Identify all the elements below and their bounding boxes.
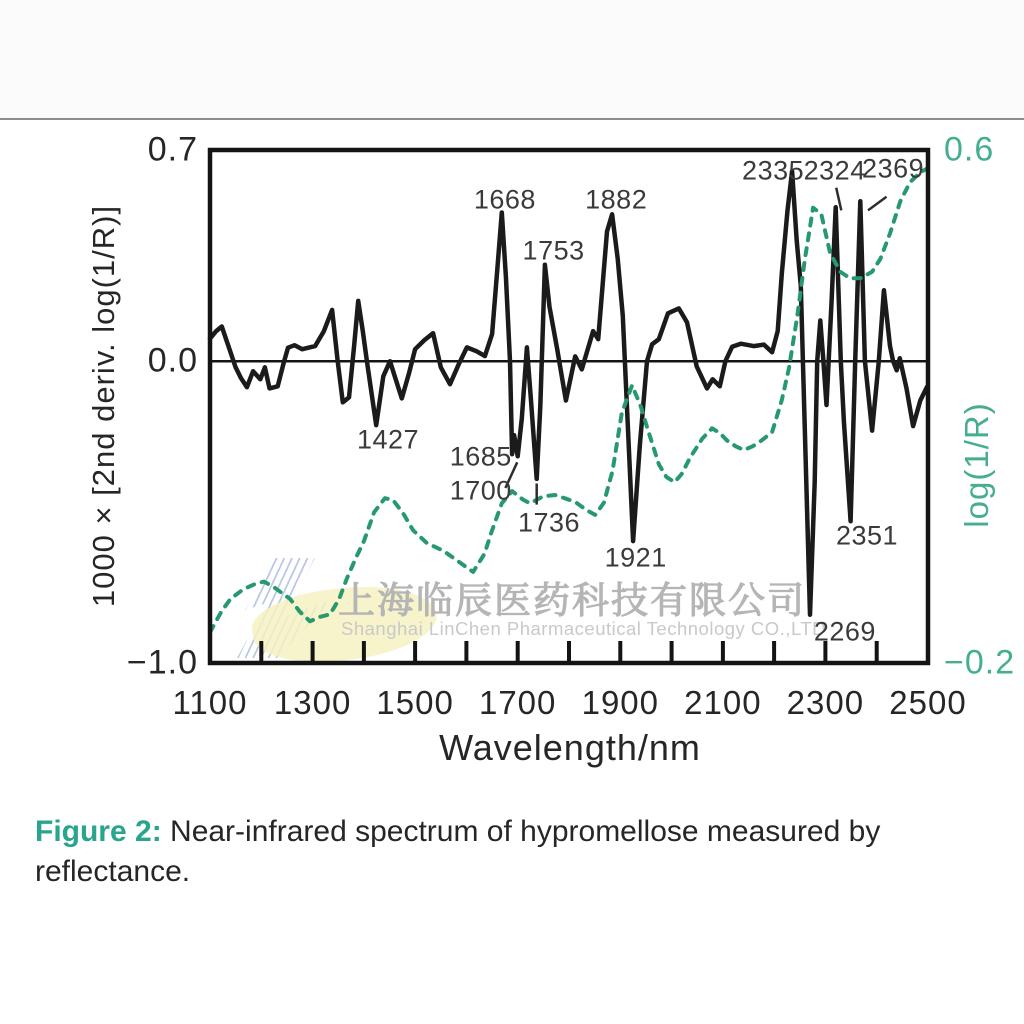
x-axis-ticks	[261, 641, 876, 661]
leader-line-2369	[868, 197, 887, 211]
x-tick-label-2300: 2300	[786, 684, 865, 721]
annotation-label-1685: 1685	[449, 441, 512, 472]
plot-frame	[210, 150, 928, 663]
y-right-tick-label-0.6: 0.6	[944, 130, 995, 169]
x-tick-label-2100: 2100	[684, 684, 762, 721]
x-axis-title: Wavelength/nm	[439, 727, 701, 768]
annotation-label-1668: 1668	[473, 184, 536, 214]
y-axis-right-title: log(1/R)	[958, 402, 995, 528]
annotation-label-1921: 1921	[604, 542, 667, 573]
annotation-label-2351: 2351	[835, 520, 899, 551]
y-left-tick-label-0.7: 0.7	[147, 130, 198, 169]
figure-caption	[35, 812, 925, 892]
y-left-tick-label--1: −1.0	[126, 643, 198, 682]
annotation-label-2369: 2369	[862, 153, 925, 184]
y-right-tick-label--0.2: −0.2	[944, 643, 1016, 682]
figure-caption-number: Figure 2:	[35, 815, 162, 848]
x-tick-label-1100: 1100	[172, 684, 248, 721]
watermark-company-en: Shanghai LinChen Pharmaceutical Technology CO.,LTD	[341, 618, 827, 639]
annotation-label-1427: 1427	[356, 424, 420, 455]
annotation-label-2269: 2269	[813, 616, 876, 647]
y-axis-left-title: 1000 × [2nd deriv. log(1/R)]	[86, 204, 121, 608]
annotation-label-1753: 1753	[522, 235, 585, 266]
annotation-label-2335: 2335	[742, 155, 805, 186]
annotation-label-2324: 2324	[803, 155, 866, 186]
x-tick-label-1700: 1700	[478, 684, 557, 721]
annotation-label-1882: 1882	[585, 184, 648, 214]
x-tick-label-1300: 1300	[273, 684, 352, 721]
x-tick-label-2500: 2500	[889, 684, 967, 721]
figure-caption-text: Near-infrared spectrum of hypromellose measured by reflectance.	[35, 815, 881, 888]
x-tick-label-1900: 1900	[581, 684, 660, 721]
y-left-tick-label-0: 0.0	[147, 341, 198, 380]
annotation-label-1736: 1736	[517, 507, 581, 538]
watermark-company-cn: 上海临辰医药科技有限公司	[338, 580, 806, 621]
annotation-label-1700: 1700	[449, 475, 512, 506]
x-tick-label-1500: 1500	[376, 684, 454, 721]
